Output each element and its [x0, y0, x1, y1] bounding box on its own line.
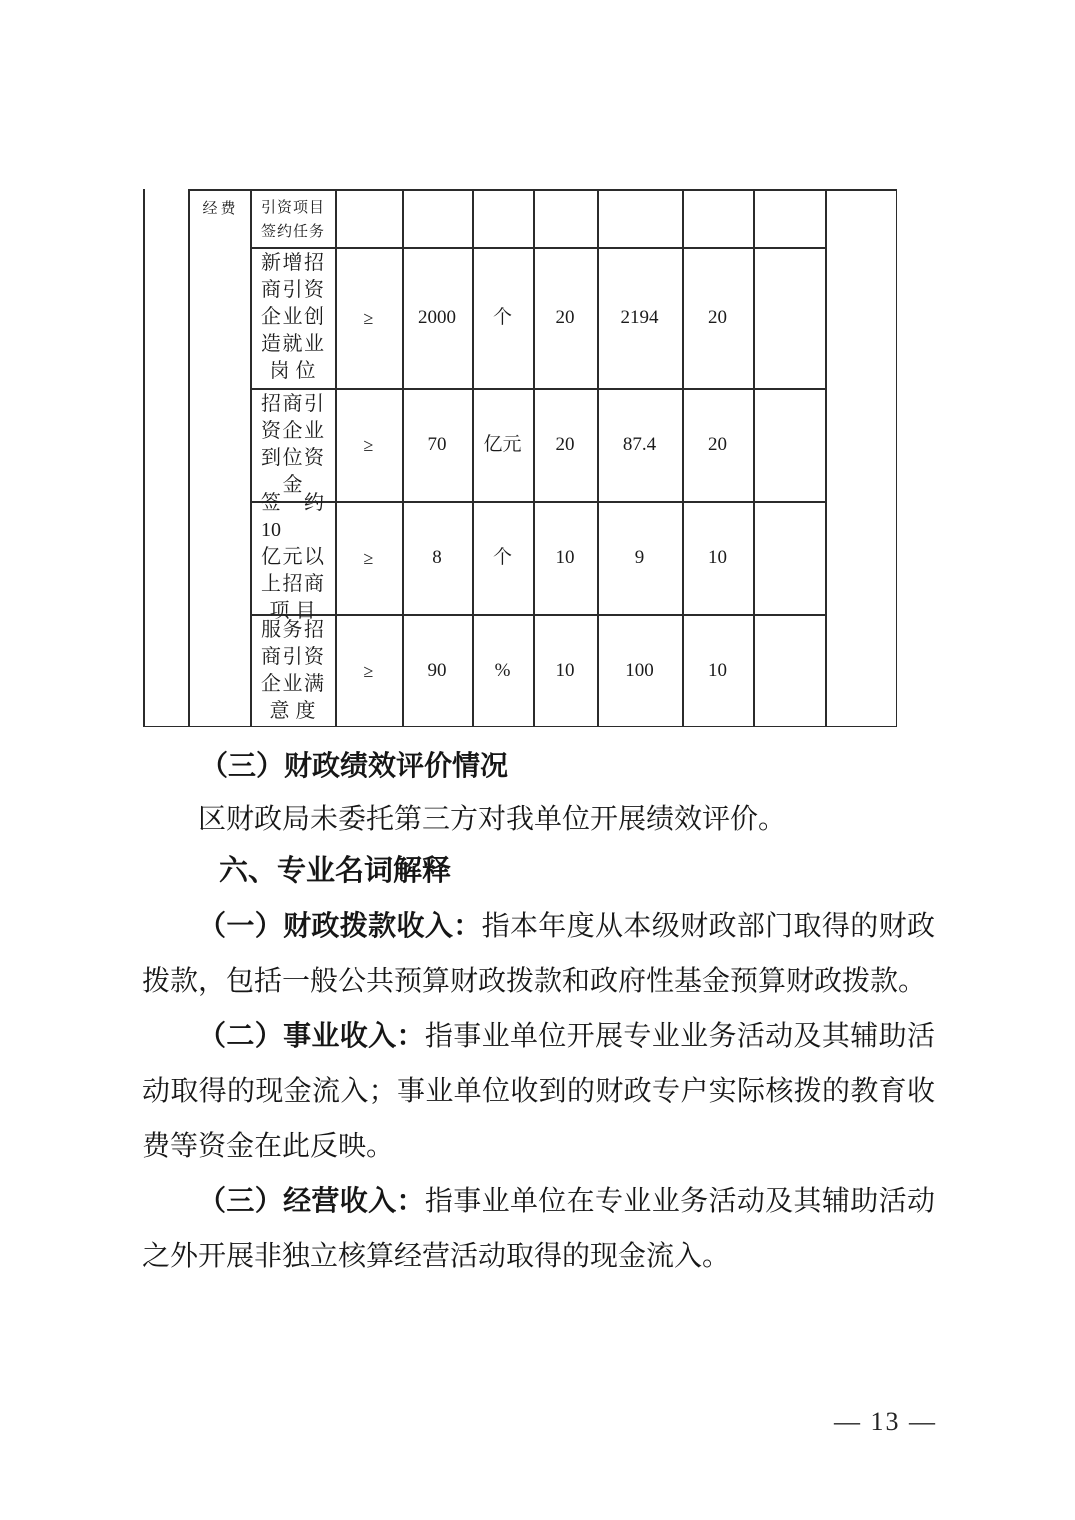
heading-terminology: 六、专业名词解释 [219, 855, 452, 887]
grid-line [825, 189, 827, 727]
paragraph-evaluation-status: 区财政局未委托第三方对我单位开展绩效评价。 [198, 804, 787, 835]
indicator-line: 商引资 [261, 279, 324, 301]
table-cell-indicator [250, 388, 335, 501]
table-cell-operator: ≥ [363, 547, 374, 568]
table-cell-indicator [250, 189, 335, 247]
table-cell-score: 20 [708, 306, 727, 328]
table-cell-actual: 2194 [620, 306, 659, 328]
term-text: 指本年度从本级财政部门取得的财政拨款，包括一般公共预算财政拨款和政府性基金预算财政拨款。 [142, 911, 935, 997]
table-cell-indicator [250, 247, 335, 388]
indicator-line: 签约任务 [261, 224, 324, 240]
indicator-line: 资企业 [261, 419, 324, 442]
indicator-line: 造就业 [261, 333, 324, 355]
table-cell-operator: ≥ [363, 434, 374, 455]
term-label: （三）经营收入： [198, 1185, 425, 1216]
table-cell-target: 2000 [418, 306, 456, 328]
indicator-line: 意度 [269, 699, 322, 722]
table-cell-actual: 100 [625, 659, 654, 681]
table-cell-score: 10 [708, 546, 727, 568]
table-cell-indicator [250, 492, 335, 622]
table-cell-unit: 个 [492, 546, 512, 568]
page-number: — 13 — [834, 1407, 937, 1436]
indicator-line: 企业创 [261, 306, 324, 328]
indicator-line: 上招商 [261, 573, 324, 595]
table-cell-weight: 20 [555, 433, 575, 455]
indicator-line: 引资项目 [261, 200, 324, 216]
indicator-line: 新增招 [261, 252, 324, 274]
table-cell-target: 90 [427, 659, 447, 681]
table-cell-target: 70 [427, 433, 447, 455]
grid-line [753, 189, 755, 727]
indicator-line: 金 [282, 473, 309, 496]
indicator-line: 企业满 [261, 672, 324, 695]
table-cell-actual: 9 [634, 546, 645, 568]
term-definition-fiscal-appropriation [142, 898, 935, 1009]
indicator-line: 服务招 [261, 618, 324, 641]
heading-fiscal-performance-evaluation: （三）财政绩效评价情况 [200, 751, 509, 782]
table-cell-operator: ≥ [363, 307, 374, 328]
table-cell-score: 20 [708, 433, 727, 455]
term-definition-operating-income [142, 1008, 935, 1174]
indicator-line: 项目 [269, 600, 322, 622]
indicator-line: 签约 10 [261, 492, 324, 541]
term-text: 指事业单位在专业业务活动及其辅助活动之外开展非独立核算经营活动取得的现金流入。 [142, 1186, 935, 1272]
term-text: 指事业单位开展专业业务活动及其辅助活动取得的现金流入；事业单位收到的财政专户实际核拨的教育收费等资金在此反映。 [142, 1021, 935, 1162]
grid-line [143, 189, 145, 727]
indicator-line: 招商引 [261, 392, 324, 415]
table-cell-operator: ≥ [363, 660, 374, 681]
table-cell-weight: 20 [555, 306, 575, 328]
indicator-line: 商引资 [261, 645, 324, 668]
table-cell-weight: 10 [555, 546, 575, 568]
table-cell-unit: 亿元 [483, 433, 522, 455]
term-definition-business-income [142, 1173, 935, 1284]
indicator-line: 亿元以 [261, 546, 324, 568]
indicator-line: 岗位 [269, 360, 322, 382]
table-cell-score: 10 [708, 659, 727, 681]
performance-indicator-table [143, 189, 897, 727]
term-label: （二）事业收入： [198, 1020, 425, 1051]
table-cell-category: 经费 [202, 201, 239, 217]
table-cell-actual: 87.4 [622, 433, 657, 455]
table-cell-unit: 个 [492, 306, 512, 328]
term-label: （一）财政拨款收入： [198, 910, 482, 941]
table-cell-indicator [250, 614, 335, 727]
grid-line [188, 189, 190, 727]
indicator-line: 到位资 [261, 446, 324, 469]
table-cell-unit: % [494, 659, 511, 681]
table-cell-weight: 10 [555, 659, 575, 681]
table-cell-target: 8 [432, 546, 442, 568]
grid-line [896, 189, 898, 727]
